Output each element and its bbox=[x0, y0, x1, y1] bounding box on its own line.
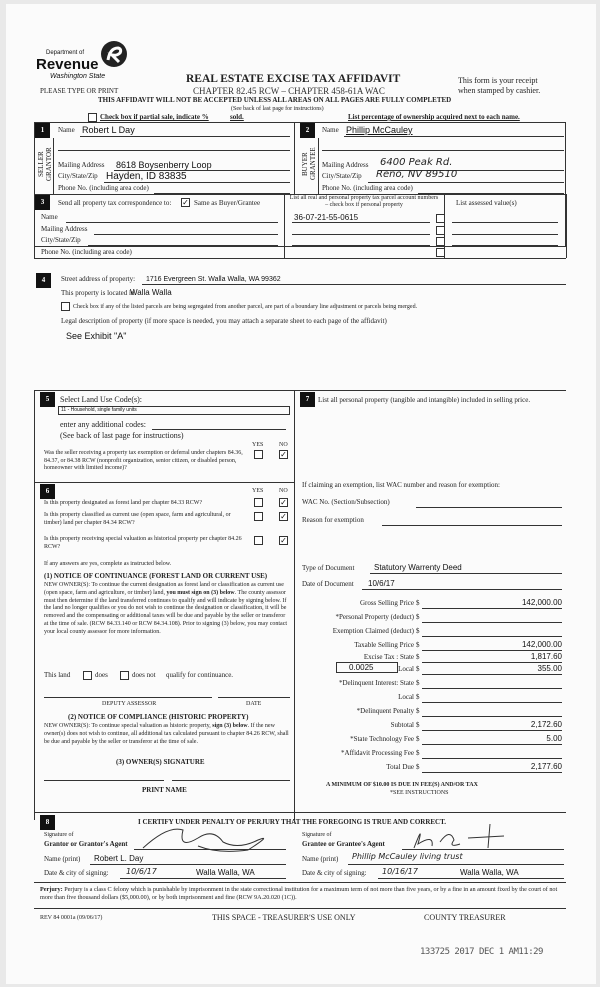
seller-csz-label: City/State/Zip bbox=[58, 172, 98, 180]
s3-csz-label: City/State/Zip bbox=[41, 236, 81, 244]
date-label: DATE bbox=[246, 701, 262, 707]
seller-name-field[interactable]: Robert L Day bbox=[82, 125, 135, 135]
deputy-assessor-label: DEPUTY ASSESSOR bbox=[102, 701, 157, 707]
current-use-yes-checkbox[interactable] bbox=[254, 512, 263, 521]
grantor-signature[interactable] bbox=[138, 820, 278, 854]
tax-row-processing-fee: *Affidavit Processing Fee $ bbox=[302, 748, 566, 760]
personal-property-checkbox[interactable] bbox=[436, 226, 445, 235]
grantee-city-field[interactable]: Walla Walla, WA bbox=[460, 868, 519, 877]
seller-phone-label: Phone No. (including area code) bbox=[58, 184, 149, 192]
buyer-csz-field[interactable]: Reno, NV 89510 bbox=[376, 169, 458, 180]
logo-state: Washington State bbox=[50, 73, 106, 80]
tax-row-delinq-state: *Delinquent Interest: State $ bbox=[302, 678, 566, 690]
perjury-notice: Perjury: Perjury is a class C felony which is punishable by imprisonment in the state correctional institution for a maximum term of not more than five years, or by a fine in an amount fixed by the court of not more than five thousand dollars ($5,000.00), or by both imprisonment and fine (RCW 9A.20.020 (1C)). bbox=[40, 886, 558, 902]
form-title: REAL ESTATE EXCISE TAX AFFIDAVIT bbox=[186, 73, 401, 85]
dor-logo bbox=[36, 42, 136, 82]
see-back: (See back of last page for instructions) bbox=[231, 106, 324, 112]
grantor-date-field[interactable]: 10/6/17 bbox=[126, 867, 157, 876]
same-as-buyer-checkbox[interactable]: ✓ bbox=[182, 198, 189, 207]
located-label: This property is located in bbox=[61, 289, 135, 297]
section-3-badge: 3 bbox=[35, 195, 50, 210]
grantee-name-field[interactable]: Phillip McCauley living trust bbox=[352, 852, 463, 861]
s5-yes-header: YES bbox=[252, 442, 264, 448]
buyer-mail-field[interactable]: 6400 Peak Rd. bbox=[380, 157, 453, 168]
please-type: PLEASE TYPE OR PRINT bbox=[40, 87, 119, 95]
buyer-phone-label: Phone No. (including area code) bbox=[322, 184, 413, 192]
seller-mail-field[interactable]: 8618 Boysenberry Loop bbox=[116, 160, 212, 170]
tax-row-subtotal: Subtotal $ 2,172.60 bbox=[390, 720, 562, 729]
seller-mail-label: Mailing Address bbox=[58, 161, 105, 169]
buyer-name-label: Name bbox=[322, 126, 339, 134]
grantee-date-field[interactable]: 10/16/17 bbox=[382, 867, 418, 876]
compliance-title: (2) NOTICE OF COMPLIANCE (HISTORIC PROPERTY) bbox=[68, 713, 249, 721]
street-label: Street address of property: bbox=[61, 275, 136, 283]
tax-row-gross: Gross Selling Price $ 142,000.00 bbox=[359, 598, 562, 607]
forest-yes-checkbox[interactable] bbox=[254, 498, 263, 507]
reason-label: Reason for exemption bbox=[302, 516, 364, 524]
if-yes-note: If any answers are yes, complete as instructed below. bbox=[44, 561, 172, 567]
grantee-date-city-label: Date & city of signing: bbox=[302, 869, 367, 877]
exemption-question: Was the seller receiving a property tax exemption or deferral under chapters 84.36, 84.37, or 84.38 RCW (nonprofit organization, senior citizen, or disabled person, homeowner with limited income)? bbox=[44, 450, 243, 471]
buyer-mail-label: Mailing Address bbox=[322, 161, 369, 169]
tax-row-local-excise: Local $ 355.00 bbox=[398, 664, 562, 673]
section-7-badge: 7 bbox=[300, 392, 315, 407]
s3-phone-label: Phone No. (including area code) bbox=[41, 248, 132, 256]
assessed-header: List assessed value(s) bbox=[456, 199, 517, 207]
seller-grantor-label: SELLER GRANTOR bbox=[37, 147, 53, 181]
certify-statement: I CERTIFY UNDER PENALTY OF PERJURY THAT THE FOREGOING IS TRUE AND CORRECT. bbox=[138, 818, 447, 826]
section-6-badge: 6 bbox=[40, 484, 55, 499]
grantee-agent-label: Grantee or Grantee's Agent bbox=[302, 840, 385, 848]
continuance-text: NEW OWNER(S): To continue the current designation as forest land or classification as current use (open space, farm and agriculture, or timber) land, you must sign on (3) below. The county assessor must then determine if the land transferred continues to qualify and will indicate by signing below. If the land no longer qualifies or you do not wish to continue the designation or classification, it will be removed and the compensating or additional taxes will be due and payable by the seller or transferor at the time of sale. (RCW 84.33.140 or RCW 84.34.108). Prior to signing (3) below, you may contact your local county assessor for more information. bbox=[44, 582, 288, 635]
grantor-sig-of: Signature of bbox=[44, 832, 74, 838]
receipt-note-2: when stamped by cashier. bbox=[458, 86, 541, 95]
segregate-checkbox[interactable] bbox=[61, 302, 70, 311]
segregate-label: Check box if any of the listed parcels are being segregated from another parcel, are part of a boundary line adjustment or parcels being merged. bbox=[73, 304, 418, 310]
legal-desc-label: Legal description of property (if more space is needed, you may attach a separate sheet to each page of the affidavit) bbox=[61, 317, 387, 325]
tax-row-tech-fee: *State Technology Fee $ 5.00 bbox=[350, 734, 562, 743]
sold-label: sold. bbox=[230, 113, 244, 121]
forest-question: Is this property designated as forest land per chapter 84.33 RCW? bbox=[44, 500, 203, 506]
grantor-name-field[interactable]: Robert L. Day bbox=[94, 854, 144, 863]
s6-yes-header: YES bbox=[252, 488, 264, 494]
tax-row-taxable: Taxable Selling Price $ 142,000.00 bbox=[354, 640, 562, 649]
located-field[interactable]: Walla Walla bbox=[130, 288, 172, 297]
logo-mark-icon bbox=[100, 40, 128, 68]
additional-codes-label: enter any additional codes: bbox=[60, 420, 146, 429]
compliance-text: NEW OWNER(S): To continue special valuation as historic property, sign (3) below. If the new owner(s) does not wish to continue, all additional tax calculated pursuant to chapter 84.26 RCW, shall be due and payable by the seller or transferor at the time of sale. bbox=[44, 723, 289, 745]
s3-mail-label: Mailing Address bbox=[41, 225, 88, 233]
does-checkbox[interactable] bbox=[83, 671, 92, 680]
does-not-label: does not bbox=[132, 671, 156, 679]
grantee-signature[interactable] bbox=[404, 820, 514, 852]
street-address-field[interactable]: 1716 Evergreen St. Walla Walla, WA 99362 bbox=[146, 276, 281, 283]
form-subtitle: CHAPTER 82.45 RCW – CHAPTER 458-61A WAC bbox=[193, 86, 385, 96]
form-revision: REV 84 0001a (09/06/17) bbox=[40, 915, 103, 921]
legal-description-field[interactable]: See Exhibit "A" bbox=[66, 331, 127, 341]
s3-name-label: Name bbox=[41, 213, 58, 221]
total-due-value[interactable]: 2,177.60 bbox=[530, 762, 562, 771]
partial-sale-checkbox[interactable] bbox=[88, 113, 97, 122]
section-8-badge: 8 bbox=[40, 815, 55, 830]
land-use-label: Select Land Use Code(s): bbox=[60, 395, 142, 404]
continuance-title: (1) NOTICE OF CONTINUANCE (FOREST LAND OR CURRENT USE) bbox=[44, 572, 268, 580]
print-name-label: PRINT NAME bbox=[142, 786, 187, 794]
logo-revenue: Revenue bbox=[36, 56, 99, 73]
historic-yes-checkbox[interactable] bbox=[254, 536, 263, 545]
s6-no-header: NO bbox=[279, 488, 288, 494]
doc-date-field[interactable]: 10/6/17 bbox=[368, 579, 395, 588]
affidavit-page bbox=[6, 4, 596, 984]
current-use-question: Is this property classified as current use (open space, farm and agricultural, or timber) land per chapter 84.34 RCW? bbox=[44, 512, 231, 526]
ownership-note: List percentage of ownership acquired next to each name. bbox=[348, 113, 520, 121]
wac-label: WAC No. (Section/Subsection) bbox=[302, 498, 390, 506]
minimum-note: A MINIMUM OF $10.00 IS DUE IN FEE(S) AND/OR TAX bbox=[326, 782, 478, 788]
forest-no-checkbox[interactable]: ✓ bbox=[280, 498, 287, 507]
warning-text: THIS AFFIDAVIT WILL NOT BE ACCEPTED UNLESS ALL AREAS ON ALL PAGES ARE FULLY COMPLETED bbox=[98, 96, 452, 104]
grantor-city-field[interactable]: Walla Walla, WA bbox=[196, 868, 255, 877]
owner-signature-title: (3) OWNER(S) SIGNATURE bbox=[116, 758, 205, 766]
section-2-badge: 2 bbox=[300, 123, 315, 138]
seller-csz-field[interactable]: Hayden, ID 83835 bbox=[106, 171, 187, 182]
s5-see-back: (See back of last page for instructions) bbox=[60, 431, 184, 440]
doc-type-label: Type of Document bbox=[302, 564, 355, 572]
tax-row-personal: *Personal Property (deduct) $ bbox=[302, 612, 566, 624]
current-use-no-checkbox[interactable]: ✓ bbox=[280, 512, 287, 521]
logo-dept: Department of bbox=[46, 50, 85, 56]
tax-row-delinq-local: Local $ bbox=[302, 692, 566, 704]
tax-row-exemption: Exemption Claimed (deduct) $ bbox=[302, 626, 566, 638]
tax-row-penalty: *Delinquent Penalty $ bbox=[302, 706, 566, 718]
land-use-code: 11 - Household, single family units bbox=[61, 407, 137, 413]
grantor-date-city-label: Date & city of signing: bbox=[44, 869, 109, 877]
s5-yes-checkbox[interactable] bbox=[254, 450, 263, 459]
treasurer-stamp: 133725 2017 DEC 1 AM11:29 bbox=[420, 947, 543, 957]
parcel-header: List all real and personal property tax parcel account numbers – check box if personal property bbox=[289, 195, 439, 209]
parcel-number-field[interactable]: 36-07-21-55-0615 bbox=[294, 213, 359, 222]
seller-name-label: Name bbox=[58, 126, 75, 134]
historic-question: Is this property receiving special valuation as historical property per chapter 84.26 RCW? bbox=[44, 536, 242, 550]
local-rate-value: 0.0025 bbox=[349, 663, 374, 672]
gross-price-value[interactable]: 142,000.00 bbox=[521, 598, 562, 607]
county-treasurer-label: COUNTY TREASURER bbox=[424, 913, 506, 922]
same-as-buyer-label: Same as Buyer/Grantee bbox=[194, 199, 261, 207]
treasurer-space-label: THIS SPACE - TREASURER'S USE ONLY bbox=[212, 913, 356, 922]
does-label: does bbox=[95, 671, 108, 679]
see-instructions-note: *SEE INSTRUCTIONS bbox=[390, 790, 449, 796]
doc-date-label: Date of Document bbox=[302, 580, 354, 588]
grantor-agent-label: Grantor or Grantor's Agent bbox=[44, 840, 128, 848]
qualify-label: qualify for continuance. bbox=[166, 671, 234, 679]
buyer-grantee-label: BUYER GRANTEE bbox=[301, 147, 317, 181]
buyer-name-field[interactable]: Phillip McCauley bbox=[346, 125, 413, 135]
exemption-note: If claiming an exemption, list WAC number and reason for exemption: bbox=[302, 481, 500, 489]
doc-type-field[interactable]: Statutory Warrenty Deed bbox=[374, 563, 462, 572]
historic-no-checkbox[interactable]: ✓ bbox=[280, 536, 287, 545]
does-not-checkbox[interactable] bbox=[120, 671, 129, 680]
this-land-label: This land bbox=[44, 671, 71, 679]
receipt-note-1: This form is your receipt bbox=[458, 76, 538, 85]
buyer-csz-label: City/State/Zip bbox=[322, 172, 362, 180]
section-1-badge: 1 bbox=[35, 123, 50, 138]
grantee-sig-of: Signature of bbox=[302, 832, 332, 838]
personal-property-checkbox[interactable] bbox=[436, 214, 445, 223]
grantee-name-label: Name (print) bbox=[302, 855, 339, 863]
send-tax-label: Send all property tax correspondence to: bbox=[58, 199, 172, 207]
partial-sale-label: Check box if partial sale, indicate % bbox=[100, 113, 209, 121]
personal-property-note: List all personal property (tangible and intangible) included in selling price. bbox=[318, 396, 531, 404]
s5-no-checkbox[interactable]: ✓ bbox=[280, 450, 287, 459]
section-5-badge: 5 bbox=[40, 392, 55, 407]
tax-row-total: Total Due $ 2,177.60 bbox=[386, 762, 562, 771]
tax-row-state-excise: Excise Tax : State $ 1,817.60 bbox=[363, 652, 562, 661]
section-4-badge: 4 bbox=[36, 273, 51, 288]
grantor-name-label: Name (print) bbox=[44, 855, 81, 863]
s5-no-header: NO bbox=[279, 442, 288, 448]
